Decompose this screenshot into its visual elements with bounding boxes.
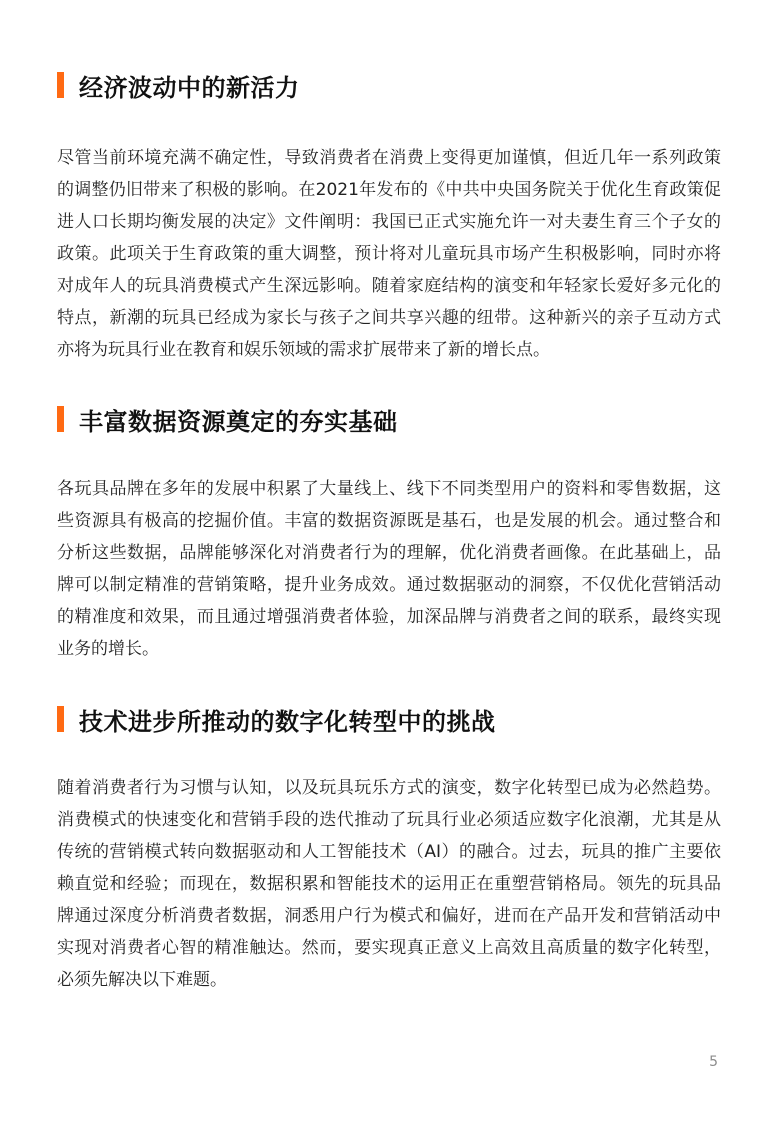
paragraph-line: 实现对消费者心智的精准触达。然而，要实现真正意义上高效且高质量的数字化转型，: [57, 938, 721, 958]
paragraph-line: 随着消费者行为习惯与认知，以及玩具玩乐方式的演变，数字化转型已成为必然趋势。: [57, 778, 721, 798]
paragraph-line: 分析这些数据，品牌能够深化对消费者行为的理解，优化消费者画像。在此基础上，品: [57, 543, 721, 563]
section-title: 技术进步所推动的数字化转型中的挑战: [79, 707, 496, 736]
heading-accent-bar: [57, 706, 64, 732]
section-paragraph-digital-transformation: [57, 772, 721, 996]
paragraph-line: 业务的增长。: [57, 639, 159, 659]
paragraph-line: 对成年人的玩具消费模式产生深远影响。随着家庭结构的演变和年轻家长爱好多元化的: [57, 276, 721, 296]
paragraph-line: 的调整仍旧带来了积极的影响。在2021年发布的《中共中央国务院关于优化生育政策促: [57, 180, 721, 200]
heading-accent-bar: [57, 406, 64, 432]
paragraph-line: 各玩具品牌在多年的发展中积累了大量线上、线下不同类型用户的资料和零售数据，这: [57, 479, 721, 499]
paragraph-line: 赖直觉和经验；而现在，数据积累和智能技术的运用正在重塑营销格局。领先的玩具品: [57, 874, 721, 894]
paragraph-line: 政策。此项关于生育政策的重大调整，预计将对儿童玩具市场产生积极影响，同时亦将: [57, 244, 721, 264]
paragraph-line: 些资源具有极高的挖掘价值。丰富的数据资源既是基石，也是发展的机会。通过整合和: [57, 511, 721, 531]
paragraph-line: 牌通过深度分析消费者数据，洞悉用户行为模式和偏好，进而在产品开发和营销活动中: [57, 906, 721, 926]
section-heading-economic-vitality: [57, 70, 300, 100]
paragraph-line: 尽管当前环境充满不确定性，导致消费者在消费上变得更加谨慎，但近几年一系列政策: [57, 148, 721, 168]
paragraph-line: 必须先解决以下难题。: [57, 970, 227, 990]
paragraph-line: 进人口长期均衡发展的决定》文件阐明：我国已正式实施允许一对夫妻生育三个子女的: [57, 212, 721, 232]
section-paragraph-economic-vitality: [57, 142, 721, 366]
paragraph-line: 牌可以制定精准的营销策略，提升业务成效。通过数据驱动的洞察，不仅优化营销活动: [57, 575, 721, 595]
section-title: 丰富数据资源奠定的夯实基础: [79, 407, 398, 436]
section-title: 经济波动中的新活力: [79, 73, 300, 102]
paragraph-line: 的精准度和效果，而且通过增强消费者体验，加深品牌与消费者之间的联系，最终实现: [57, 607, 721, 627]
paragraph-line: 特点，新潮的玩具已经成为家长与孩子之间共享兴趣的纽带。这种新兴的亲子互动方式: [57, 308, 721, 328]
page-number: 5: [709, 1054, 718, 1070]
section-heading-data-resources: [57, 404, 398, 434]
heading-accent-bar: [57, 72, 64, 98]
section-heading-digital-transformation: [57, 704, 496, 734]
paragraph-line: 亦将为玩具行业在教育和娱乐领域的需求扩展带来了新的增长点。: [57, 340, 550, 360]
paragraph-line: 消费模式的快速变化和营销手段的迭代推动了玩具行业必须适应数字化浪潮，尤其是从: [57, 810, 721, 830]
paragraph-line: 传统的营销模式转向数据驱动和人工智能技术（AI）的融合。过去，玩具的推广主要依: [57, 842, 721, 862]
section-paragraph-data-resources: [57, 473, 721, 665]
